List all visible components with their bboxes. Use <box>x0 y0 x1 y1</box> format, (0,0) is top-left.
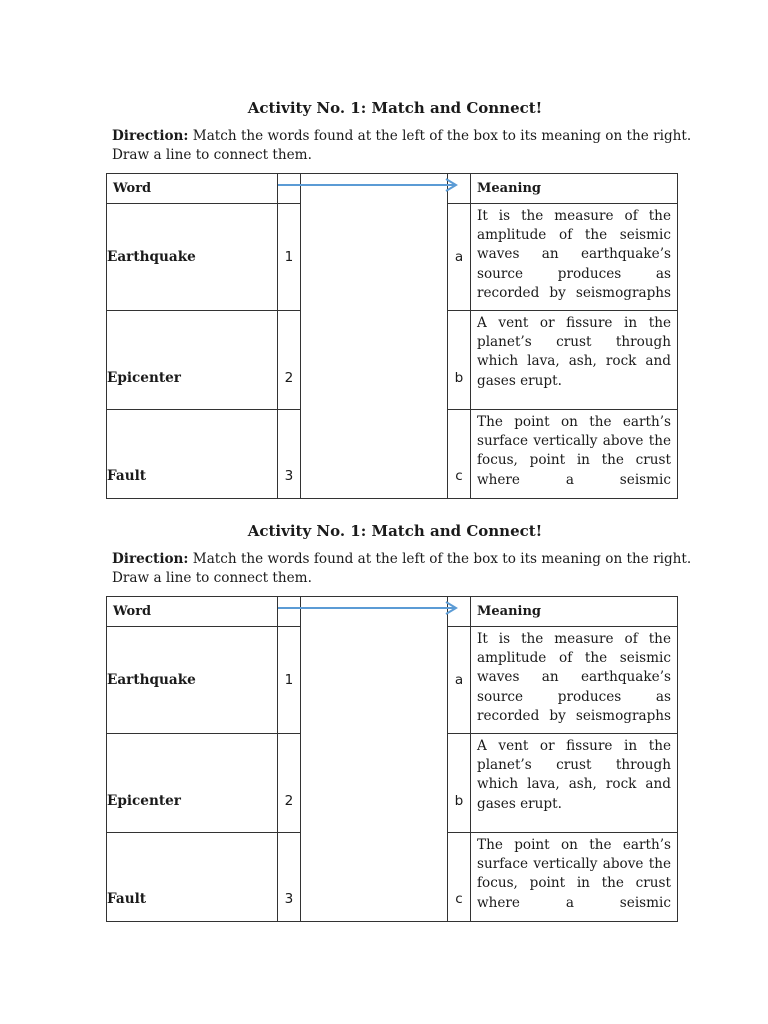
meaning-text: A vent or fissure in the planet’s crust through which lava, ash, rock and gases erupt. <box>477 738 671 812</box>
table-row <box>107 410 678 499</box>
word-cell: Epicenter <box>107 734 278 833</box>
letter-cell[interactable]: a <box>448 204 471 311</box>
table-row <box>107 311 678 410</box>
table-row <box>107 734 678 833</box>
word-cell: Epicenter <box>107 311 278 410</box>
number-cell[interactable]: 3 <box>278 833 301 922</box>
number-cell[interactable]: 2 <box>278 311 301 410</box>
number-cell[interactable]: 2 <box>278 734 301 833</box>
meaning-text: A vent or fissure in the planet’s crust through which lava, ash, rock and gases erupt. <box>477 315 671 389</box>
meaning-text: It is the measure of the amplitude of the seismic waves an earthquake’s source produces as recorded by seismographs <box>477 631 671 724</box>
word-cell: Earthquake <box>107 627 278 734</box>
meaning-text: The point on the earth’s surface vertically above the focus, point in the crust where a seismic <box>477 837 671 911</box>
header-word: Word <box>107 597 278 627</box>
table-row <box>107 627 678 734</box>
connect-area[interactable] <box>301 204 448 311</box>
arrow-right-icon <box>278 178 462 192</box>
letter-cell[interactable]: a <box>448 627 471 734</box>
letter-cell[interactable]: c <box>448 833 471 922</box>
connect-area[interactable] <box>301 410 448 499</box>
meaning-cell <box>471 311 678 410</box>
header-word: Word <box>107 174 278 204</box>
meaning-cell <box>471 833 678 922</box>
connect-area[interactable] <box>301 833 448 922</box>
meaning-cell <box>471 204 678 311</box>
arrow-right-icon <box>278 601 462 615</box>
direction-paragraph <box>112 127 692 165</box>
meaning-cell <box>471 627 678 734</box>
direction-text: Match the words found at the left of the box to its meaning on the right. Draw a line to connect them. <box>112 128 692 163</box>
table-row <box>107 833 678 922</box>
activity-title: Activity No. 1: Match and Connect! <box>247 99 543 117</box>
table-row <box>107 204 678 311</box>
meaning-text: It is the measure of the amplitude of the seismic waves an earthquake’s source produces as recorded by seismographs <box>477 208 671 301</box>
activity-title: Activity No. 1: Match and Connect! <box>247 522 543 540</box>
number-cell[interactable]: 1 <box>278 627 301 734</box>
header-meaning: Meaning <box>471 597 678 627</box>
header-meaning: Meaning <box>471 174 678 204</box>
meaning-cell <box>471 734 678 833</box>
connect-area[interactable] <box>301 627 448 734</box>
connect-area[interactable] <box>301 734 448 833</box>
connect-area[interactable] <box>301 311 448 410</box>
word-cell: Fault <box>107 833 278 922</box>
direction-paragraph <box>112 550 692 588</box>
match-table <box>106 596 678 922</box>
letter-cell[interactable]: b <box>448 311 471 410</box>
word-cell: Fault <box>107 410 278 499</box>
word-cell: Earthquake <box>107 204 278 311</box>
letter-cell[interactable]: c <box>448 410 471 499</box>
number-cell[interactable]: 3 <box>278 410 301 499</box>
direction-text: Match the words found at the left of the box to its meaning on the right. Draw a line to connect them. <box>112 551 692 586</box>
meaning-text: The point on the earth’s surface vertically above the focus, point in the crust where a seismic <box>477 414 671 488</box>
number-cell[interactable]: 1 <box>278 204 301 311</box>
letter-cell[interactable]: b <box>448 734 471 833</box>
direction-label: Direction: <box>112 551 189 567</box>
direction-label: Direction: <box>112 128 189 144</box>
match-table <box>106 173 678 499</box>
meaning-cell <box>471 410 678 499</box>
